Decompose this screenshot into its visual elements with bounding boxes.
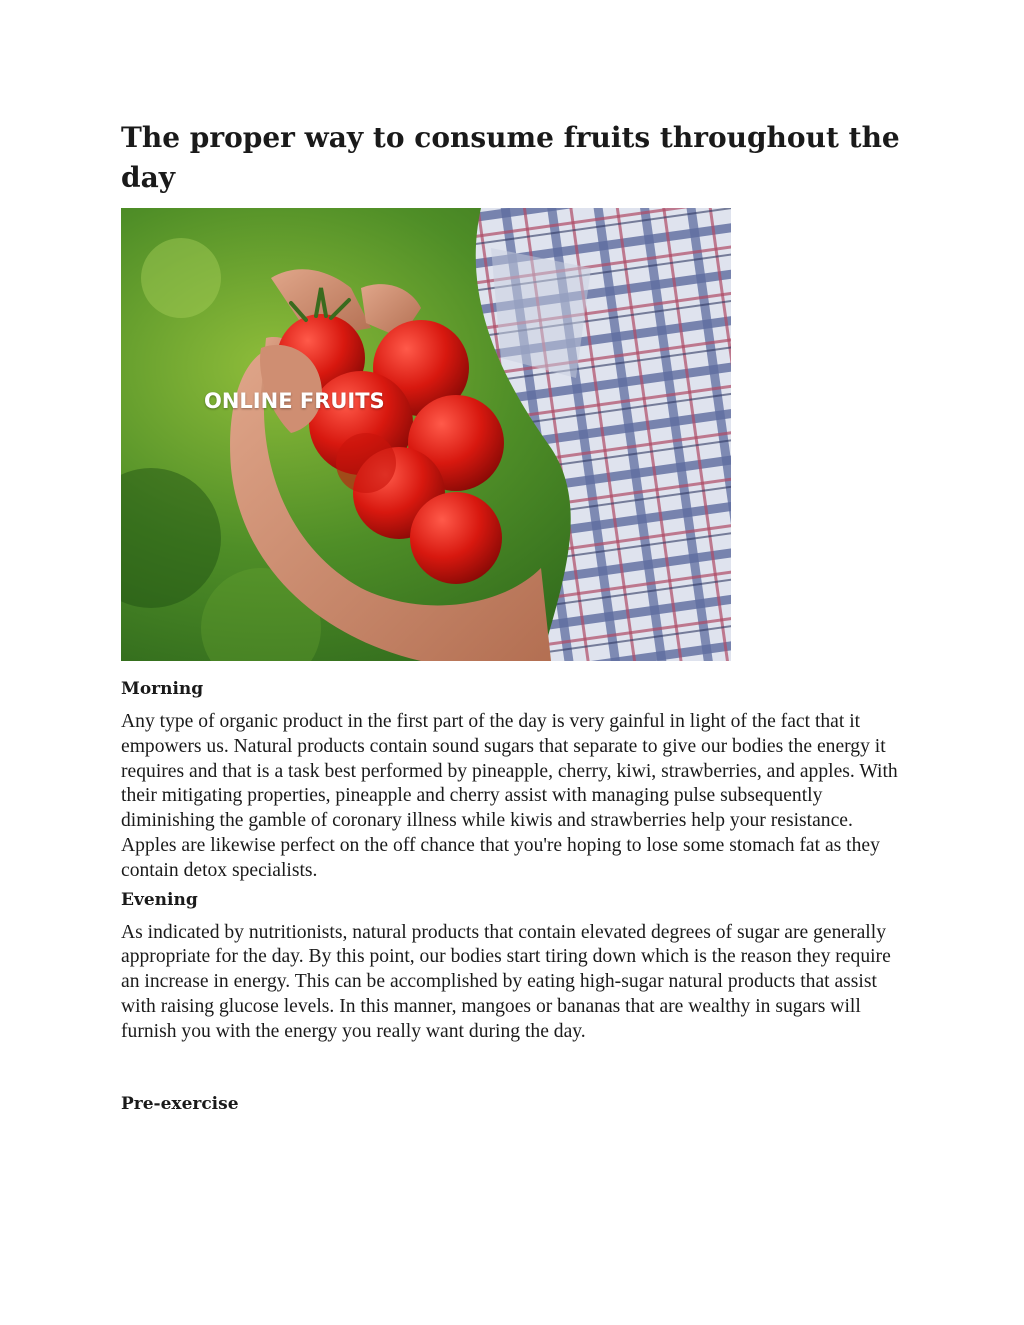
hero-caption: ONLINE FRUITS — [204, 389, 385, 413]
section-body-evening: As indicated by nutritionists, natural products that contain elevated degrees of sugar are generally appropriate for the day. By this point, our bodies start tiring down which is the reason they require an increase in energy. This can be accomplished by eating high-sugar natural products that assist with raising glucose levels. In this manner, mangoes or bananas that are wealthy in sugars will furnish you with the energy you really want during the day. — [121, 921, 891, 1042]
document-page — [121, 118, 911, 1116]
section-heading-evening: Evening — [121, 889, 198, 910]
section-heading-morning: Morning — [121, 679, 204, 699]
hero-image — [121, 208, 731, 661]
tomatoes-photo — [121, 208, 731, 661]
section-heading-pre-exercise: Pre-exercise — [121, 1093, 239, 1114]
section-body-morning: Any type of organic product in the first part of the day is very gainful in light of the fact that it empowers us. Natural products contain sound sugars that separate to give our bodies the energy it requires and that is a task best performed by pineapple, cherry, kiwi, strawberries, and apples. With their mitigating properties, pineapple and cherry assist with managing pulse subsequently diminishing the gamble of coronary illness while kiwis and strawberries help your resistance. Apples are likewise perfect on the off chance that you're hoping to lose some stomach fat as they contain detox specialists. — [121, 711, 898, 881]
article-title: The proper way to consume fruits throughout the day — [121, 121, 900, 194]
